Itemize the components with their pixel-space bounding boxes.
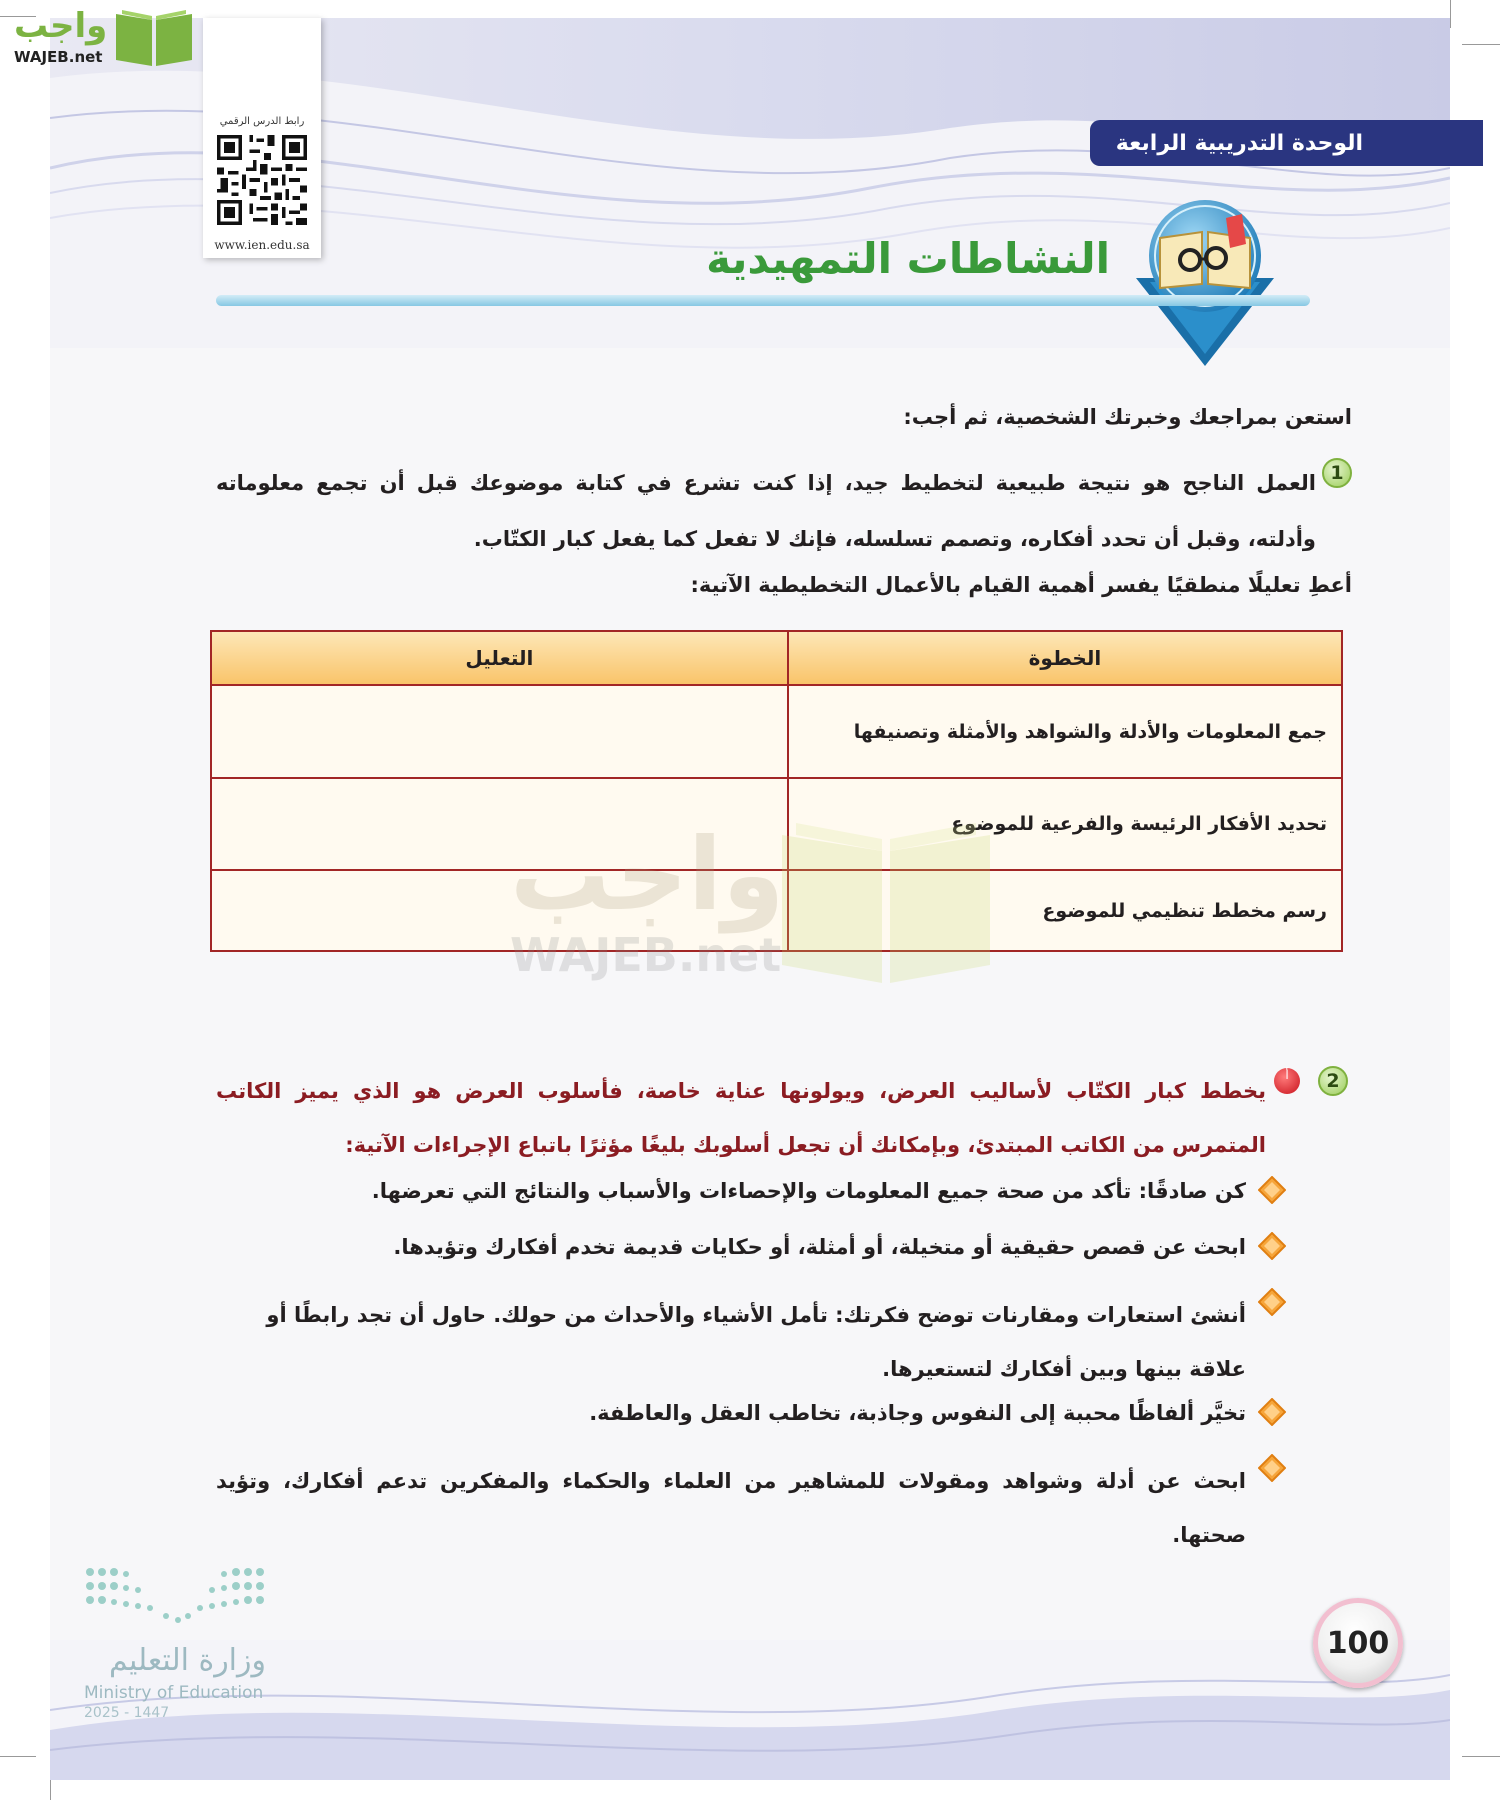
table-row <box>211 685 1342 778</box>
question-1-number: 1 <box>1322 458 1352 488</box>
table-header-step: الخطوة <box>788 631 1342 685</box>
qr-label: رابط الدرس الرقمي <box>219 116 305 127</box>
orange-diamond-icon <box>1258 1288 1286 1316</box>
book-glasses-icon <box>1130 198 1280 368</box>
table-cell-step: تحديد الأفكار الرئيسة والفرعية للموضوع <box>788 778 1342 871</box>
question-2-text: يخطط كبار الكتّاب لأساليب العرض، ويولونها عناية خاصة، فأسلوب العرض هو الذي يميز الكاتب المتمرس من الكاتب المبتدئ، وبإمكانك أن تجعل أسلوبك بليغًا مؤثرًا باتباع الإجراءات الآتية: <box>216 1079 1266 1157</box>
ministry-year: 2025 - 1447 <box>84 1705 170 1721</box>
logo-arabic-text: واجب <box>14 6 108 46</box>
page-number: 100 <box>1313 1598 1403 1688</box>
question-1-text: العمل الناجح هو نتيجة طبيعية لتخطيط جيد، إذا كنت تشرع في كتابة موضوعك قبل أن تجمع معلوماته وأدلته، وقبل أن تحدد أفكاره، وتصمم تسلسله، فإنك لا تفعل كما يفعل كبار الكتّاب. <box>216 471 1316 551</box>
watermark-english-text: WAJEB.net <box>510 928 782 982</box>
table-cell-step: جمع المعلومات والأدلة والشواهد والأمثلة وتصنيفها <box>788 685 1342 778</box>
wajeb-logo <box>8 6 198 68</box>
question-2-marker: أ <box>1274 1068 1300 1094</box>
table-cell-reason-input[interactable] <box>211 685 788 778</box>
question-2-number: 2 <box>1318 1066 1348 1096</box>
orange-diamond-icon <box>1258 1454 1286 1482</box>
crop-mark <box>1450 0 1451 28</box>
title-underline-bar <box>216 295 1310 306</box>
bullet-item: أنشئ استعارات ومقارنات توضح فكرتك: تأمل الأشياء والأحداث من حولك. حاول أن تجد رابطًا أو علاقة بينها وبين أفكارك لتستعيرها. <box>266 1303 1246 1381</box>
orange-diamond-icon <box>1258 1232 1286 1260</box>
watermark-book-icon <box>776 815 996 985</box>
ministry-logo <box>80 1562 280 1722</box>
bullet-item: ابحث عن قصص حقيقية أو متخيلة، أو أمثلة، أو حكايات قديمة تخدم أفكارك وتؤيدها. <box>393 1235 1246 1259</box>
ministry-english-name: Ministry of Education <box>84 1683 264 1703</box>
crop-mark <box>1462 1756 1500 1757</box>
intro-text: استعن بمراجعك وخبرتك الشخصية، ثم أجب: <box>903 405 1352 429</box>
question-1-prompt: أعطِ تعليلًا منطقيًا يفسر أهمية القيام بالأعمال التخطيطية الآتية: <box>690 573 1352 597</box>
table-header-row <box>211 631 1342 685</box>
unit-banner: الوحدة التدريبية الرابعة <box>1090 120 1483 166</box>
book-icon <box>112 6 196 68</box>
orange-diamond-icon <box>1258 1176 1286 1204</box>
orange-diamond-icon <box>1258 1398 1286 1426</box>
bullet-item: كن صادقًا: تأكد من صحة جميع المعلومات والإحصاءات والأسباب والنتائج التي تعرضها. <box>371 1179 1246 1203</box>
qr-card[interactable] <box>203 18 321 258</box>
page-title: النشاطات التمهيدية <box>706 234 1110 283</box>
crop-mark <box>0 1756 36 1757</box>
qr-code-icon[interactable] <box>217 130 307 230</box>
table-header-reason: التعليل <box>211 631 788 685</box>
table-cell-step: رسم مخطط تنظيمي للموضوع <box>788 870 1342 951</box>
crop-mark <box>1462 44 1500 45</box>
bullet-item: ابحث عن أدلة وشواهد ومقولات للمشاهير من العلماء والحكماء والمفكرين تدعم أفكارك، وتؤيد صحتها. <box>216 1469 1246 1547</box>
bullet-item: تخيَّر ألفاظًا محببة إلى النفوس وجاذبة، تخاطب العقل والعاطفة. <box>589 1401 1246 1425</box>
watermark-arabic-text: واجب <box>510 816 785 933</box>
wajeb-watermark <box>510 815 1010 995</box>
logo-english-text: WAJEB.net <box>14 48 103 66</box>
ministry-dots-icon <box>80 1562 270 1626</box>
ministry-arabic-name: وزارة التعليم <box>108 1643 266 1678</box>
qr-url[interactable]: www.ien.edu.sa <box>214 238 310 252</box>
